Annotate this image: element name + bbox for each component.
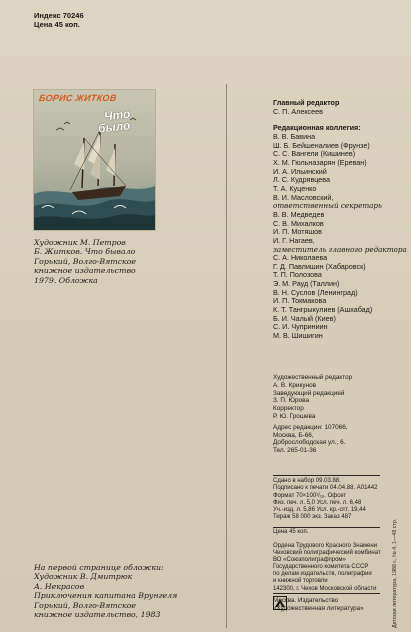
caption-line: Художник М. Петров [34,238,126,247]
secretary-role: ответственный секретарь [273,201,382,211]
print-info-line: Уч.-изд. л. 5,86 Усл. кр.-отт. 19,44 [273,507,366,514]
board-member: В. Н. Суслов (Ленинград) [273,287,358,297]
printer-line: по делам издательств, полиграфии [273,571,372,578]
head-editor-label: Заведующий редакцией [273,389,345,397]
publisher-line: Москва. Издательство [273,597,339,604]
cover-author: БОРИС ЖИТКОВ [38,93,118,103]
board-member: С. А. Николаева [273,253,328,263]
back-note-line: Приключения капитана Врунгеля [34,591,178,601]
board-member: И. П. Токмакова [273,296,327,306]
staff-block [273,374,352,455]
board-member: Э. М. Рауд (Таллин) [273,279,340,289]
address-line: Москва, Б-66, [273,431,314,439]
caption-line: книжное издательство [34,266,136,276]
printer-line: Государственного комитета СССР [273,564,369,571]
board-member: Т. А. Куценко [273,183,317,193]
back-note-line: На первой странице обложки: [34,563,164,572]
board-member: И. А. Ильинский [273,166,327,176]
board-member: Б. И. Чалый (Киев) [273,313,336,323]
back-note-line: Художник В. Дмитрюк [34,572,133,582]
board-member: Л. С. Кудрявцева [273,175,331,185]
board-member: Ш. Б. Бейшеналиев (Фрунзе) [273,140,370,150]
board-member: В. В. Бавина [273,131,316,141]
corrector-name: Р. Ю. Грошева [273,412,316,420]
address-line: Тел. 265-01-36 [273,447,317,455]
board-member: С. С. Вангели (Кишинев) [273,149,356,159]
back-cover-note [34,563,178,620]
print-info-line: Подписано к печати 04.04.88. А01442 [273,485,378,492]
address-line: Доброслободская ул., 6. [273,439,346,447]
board-member: В. И. Масловский, [273,192,334,202]
index-block [34,11,84,29]
board-member: К. Т. Тангрыкулиев (Ашхабад) [273,305,373,315]
cover-title-line1: Что [103,106,132,124]
divider-rule [273,527,380,528]
print-info-line: Тираж 58 000 экз. Заказ 487 [273,514,352,521]
book-cover-image [34,90,155,230]
printer-line: Чеховский полиграфический комбинат [273,550,381,557]
index-number: Индекс 70246 [34,11,84,20]
deputy-role: заместитель главного редактора [273,244,407,254]
printer-line: и книжной торговли [273,578,328,585]
board-member: И. Г. Нагаев, [273,235,315,245]
publisher-block [273,597,364,612]
divider-rule [273,593,380,594]
caption-line: Б. Житков. Что бывало [34,247,136,257]
vertical-imprint [392,382,400,628]
caption-line: Горький, Волго-Вятское [34,256,137,266]
board-member: С. И. Чуприниин [273,322,328,332]
board-label: Редакционная коллегия: [273,123,361,133]
print-info-line: Физ. печ. л. 5,0 Усл. печ. л. 6,48 [273,499,362,506]
board-member: Г. Д. Павлишин (Хабаровск) [273,261,366,271]
back-note-line: книжное издательство, 1983 [34,610,161,620]
back-note-line: Горький, Волго-Вятское [34,600,137,610]
board-member: И. П. Мотяшов [273,227,322,237]
board-member: М. В. Шишигин [273,331,323,341]
back-note-line: А. Некрасов [34,581,85,591]
editorial-block [273,99,407,341]
board-member: Х. М. Гюльназарян (Ереван) [273,157,367,167]
cover-title-line2: было [97,118,131,136]
print-info-line: Формат 70×100¹/₁₆. Офсет [273,492,347,499]
divider-rule [273,475,380,476]
board-member: В. В. Медведев [273,209,325,219]
art-editor-name: А. В. Крикунов [273,381,317,389]
print-info-block [273,478,377,522]
printer-block [273,543,381,593]
printer-line: Ордена Трудового Красного Знамени [273,543,378,549]
address-line: Адрес редакции: 107066, [273,423,348,431]
cover-caption [34,238,164,285]
board-member: С. В. Михалков [273,218,324,228]
corrector-label: Корректор [273,405,304,413]
index-price: Цена 45 коп. [34,20,80,29]
board-member: Т. П. Полозова [273,270,322,280]
printer-line: 142300, г. Чехов Московской области [273,585,377,592]
vertical-imprint-text: Детская литература, 1988 г., № 4, 1—48 стр. [392,518,398,628]
art-editor-label: Художественный редактор [273,374,353,381]
publisher-line: «Художественная литература» [273,604,364,612]
price-block [273,529,308,536]
column-divider [226,84,227,628]
head-editor-name: З. П. Юрова [273,397,309,405]
printer-line: ВО «Союзполиграфпром» [273,557,346,564]
print-info-line: Сдано в набор 09.03.88. [273,478,341,484]
sailing-ship-illustration [34,90,155,230]
caption-line: 1979. Обложка [34,275,98,285]
price-line: Цена 45 коп. [273,529,309,535]
chief-editor-label: Главный редактор [273,98,340,107]
chief-editor-name: С. П. Алексеев [273,106,323,116]
